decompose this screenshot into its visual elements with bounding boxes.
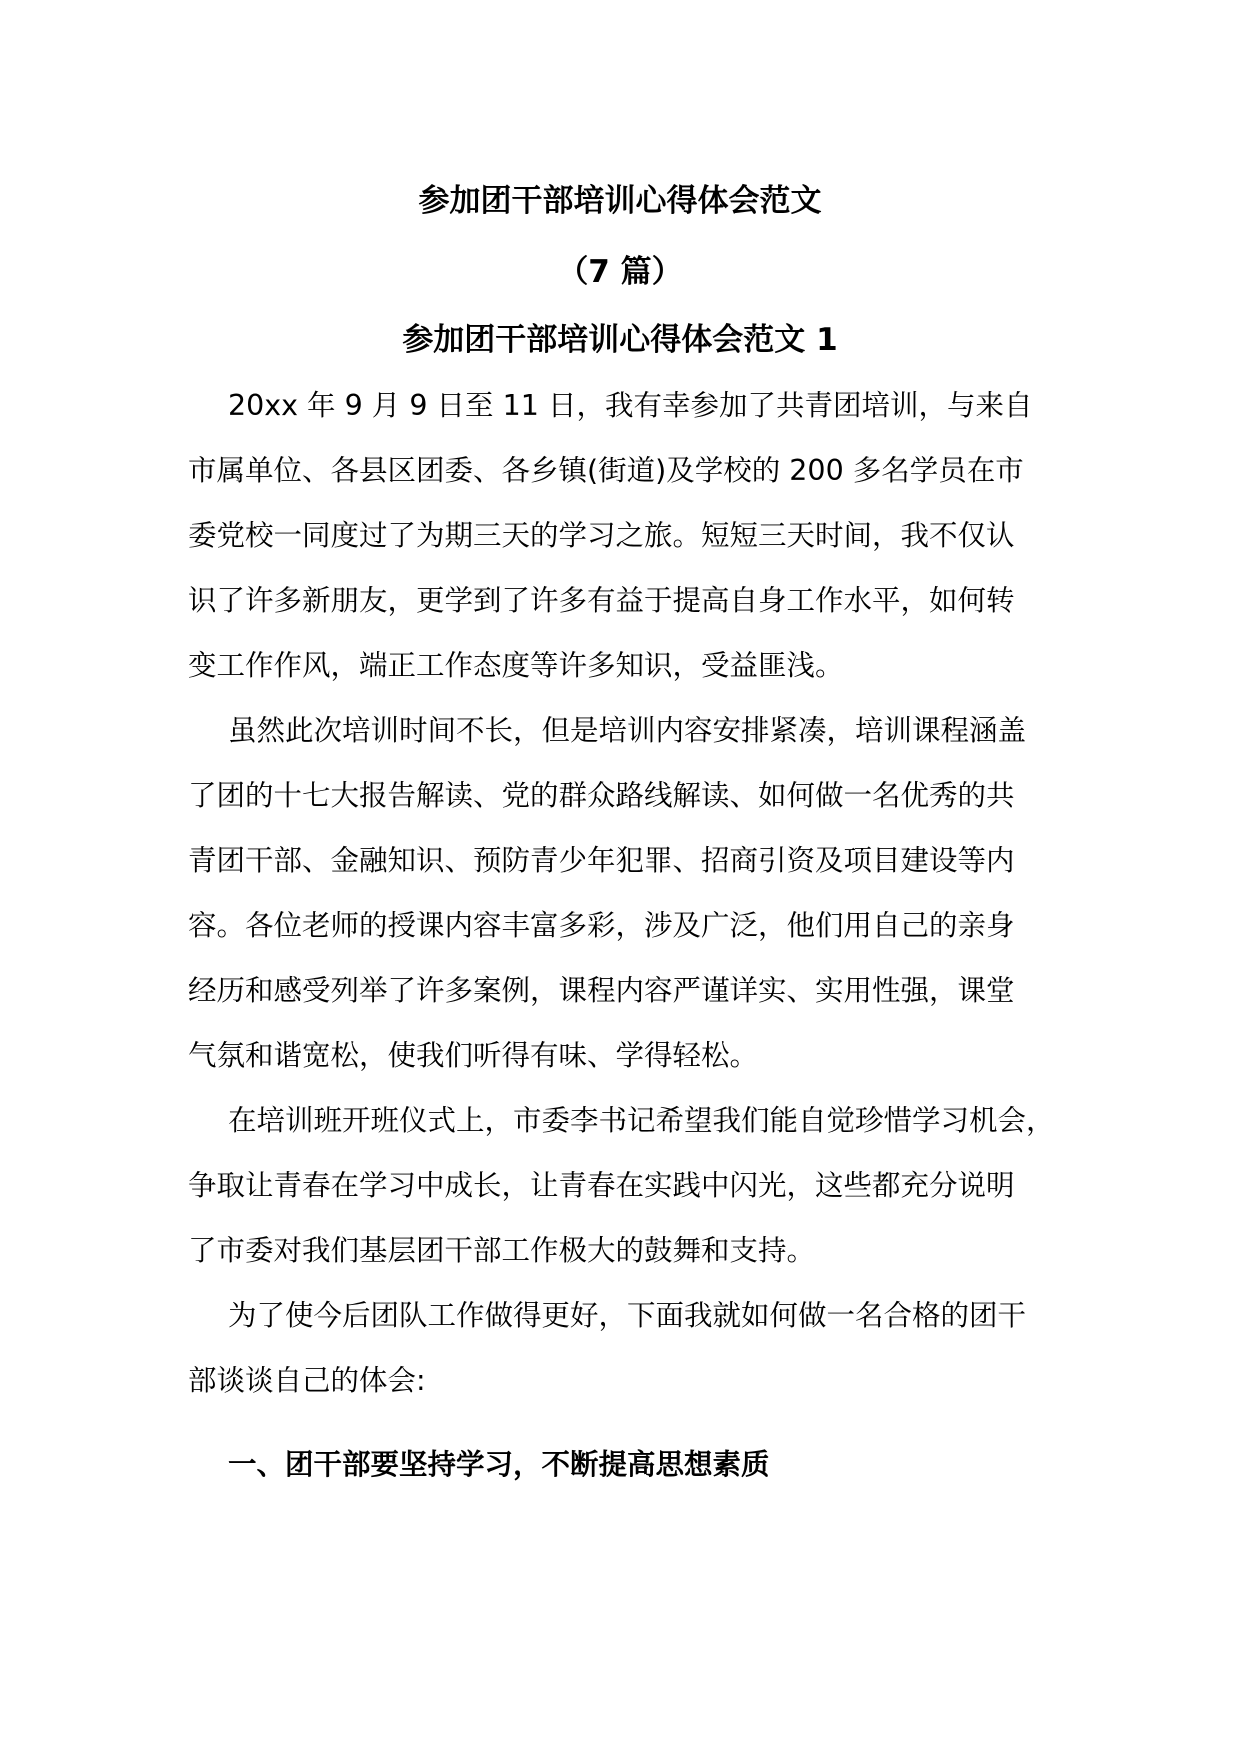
paragraph-line: 容。各位老师的授课内容丰富多彩，涉及广泛，他们用自己的亲身	[188, 909, 1015, 942]
paragraph-line: 气氛和谐宽松，使我们听得有味、学得轻松。	[188, 1039, 759, 1072]
paragraph-line: 识了许多新朋友，更学到了许多有益于提高自身工作水平，如何转	[188, 584, 1015, 617]
paragraph-2	[188, 698, 1068, 1088]
paragraph-line: 为了使今后团队工作做得更好，下面我就如何做一名合格的团干	[228, 1299, 1027, 1332]
document-title-count: （7 篇）	[557, 254, 683, 290]
section-title: 参加团干部培训心得体会范文 1	[402, 322, 838, 358]
paragraph-line: 部谈谈自己的体会:	[188, 1364, 426, 1397]
paragraph-line: 20xx 年 9 月 9 日至 11 日，我有幸参加了共青团培训，与来自	[228, 389, 1033, 422]
paragraph-line: 虽然此次培训时间不长，但是培训内容安排紧凑，培训课程涵盖	[228, 714, 1027, 747]
document-title: 参加团干部培训心得体会范文	[418, 183, 822, 219]
paragraph-line: 变工作作风，端正工作态度等许多知识，受益匪浅。	[188, 649, 844, 682]
paragraph-line: 市属单位、各县区团委、各乡镇(街道)及学校的 200 多名学员在市	[188, 454, 1024, 487]
paragraph-line: 了市委对我们基层团干部工作极大的鼓舞和支持。	[188, 1234, 816, 1267]
paragraph-line: 经历和感受列举了许多案例，课程内容严谨详实、实用性强，课堂	[188, 974, 1015, 1007]
paragraph-line: 在培训班开班仪式上，市委李书记希望我们能自觉珍惜学习机会，	[228, 1104, 1055, 1137]
paragraph-4	[188, 1283, 1068, 1413]
paragraph-1	[188, 373, 1068, 698]
paragraph-line: 青团干部、金融知识、预防青少年犯罪、招商引资及项目建设等内	[188, 844, 1015, 877]
paragraph-line: 争取让青春在学习中成长，让青春在实践中闪光，这些都充分说明	[188, 1169, 1015, 1202]
paragraph-line: 委党校一同度过了为期三天的学习之旅。短短三天时间，我不仅认	[188, 519, 1015, 552]
subheading: 一、团干部要坚持学习，不断提高思想素质	[228, 1448, 770, 1481]
paragraph-line: 了团的十七大报告解读、党的群众路线解读、如何做一名优秀的共	[188, 779, 1015, 812]
paragraph-3	[188, 1088, 1068, 1283]
